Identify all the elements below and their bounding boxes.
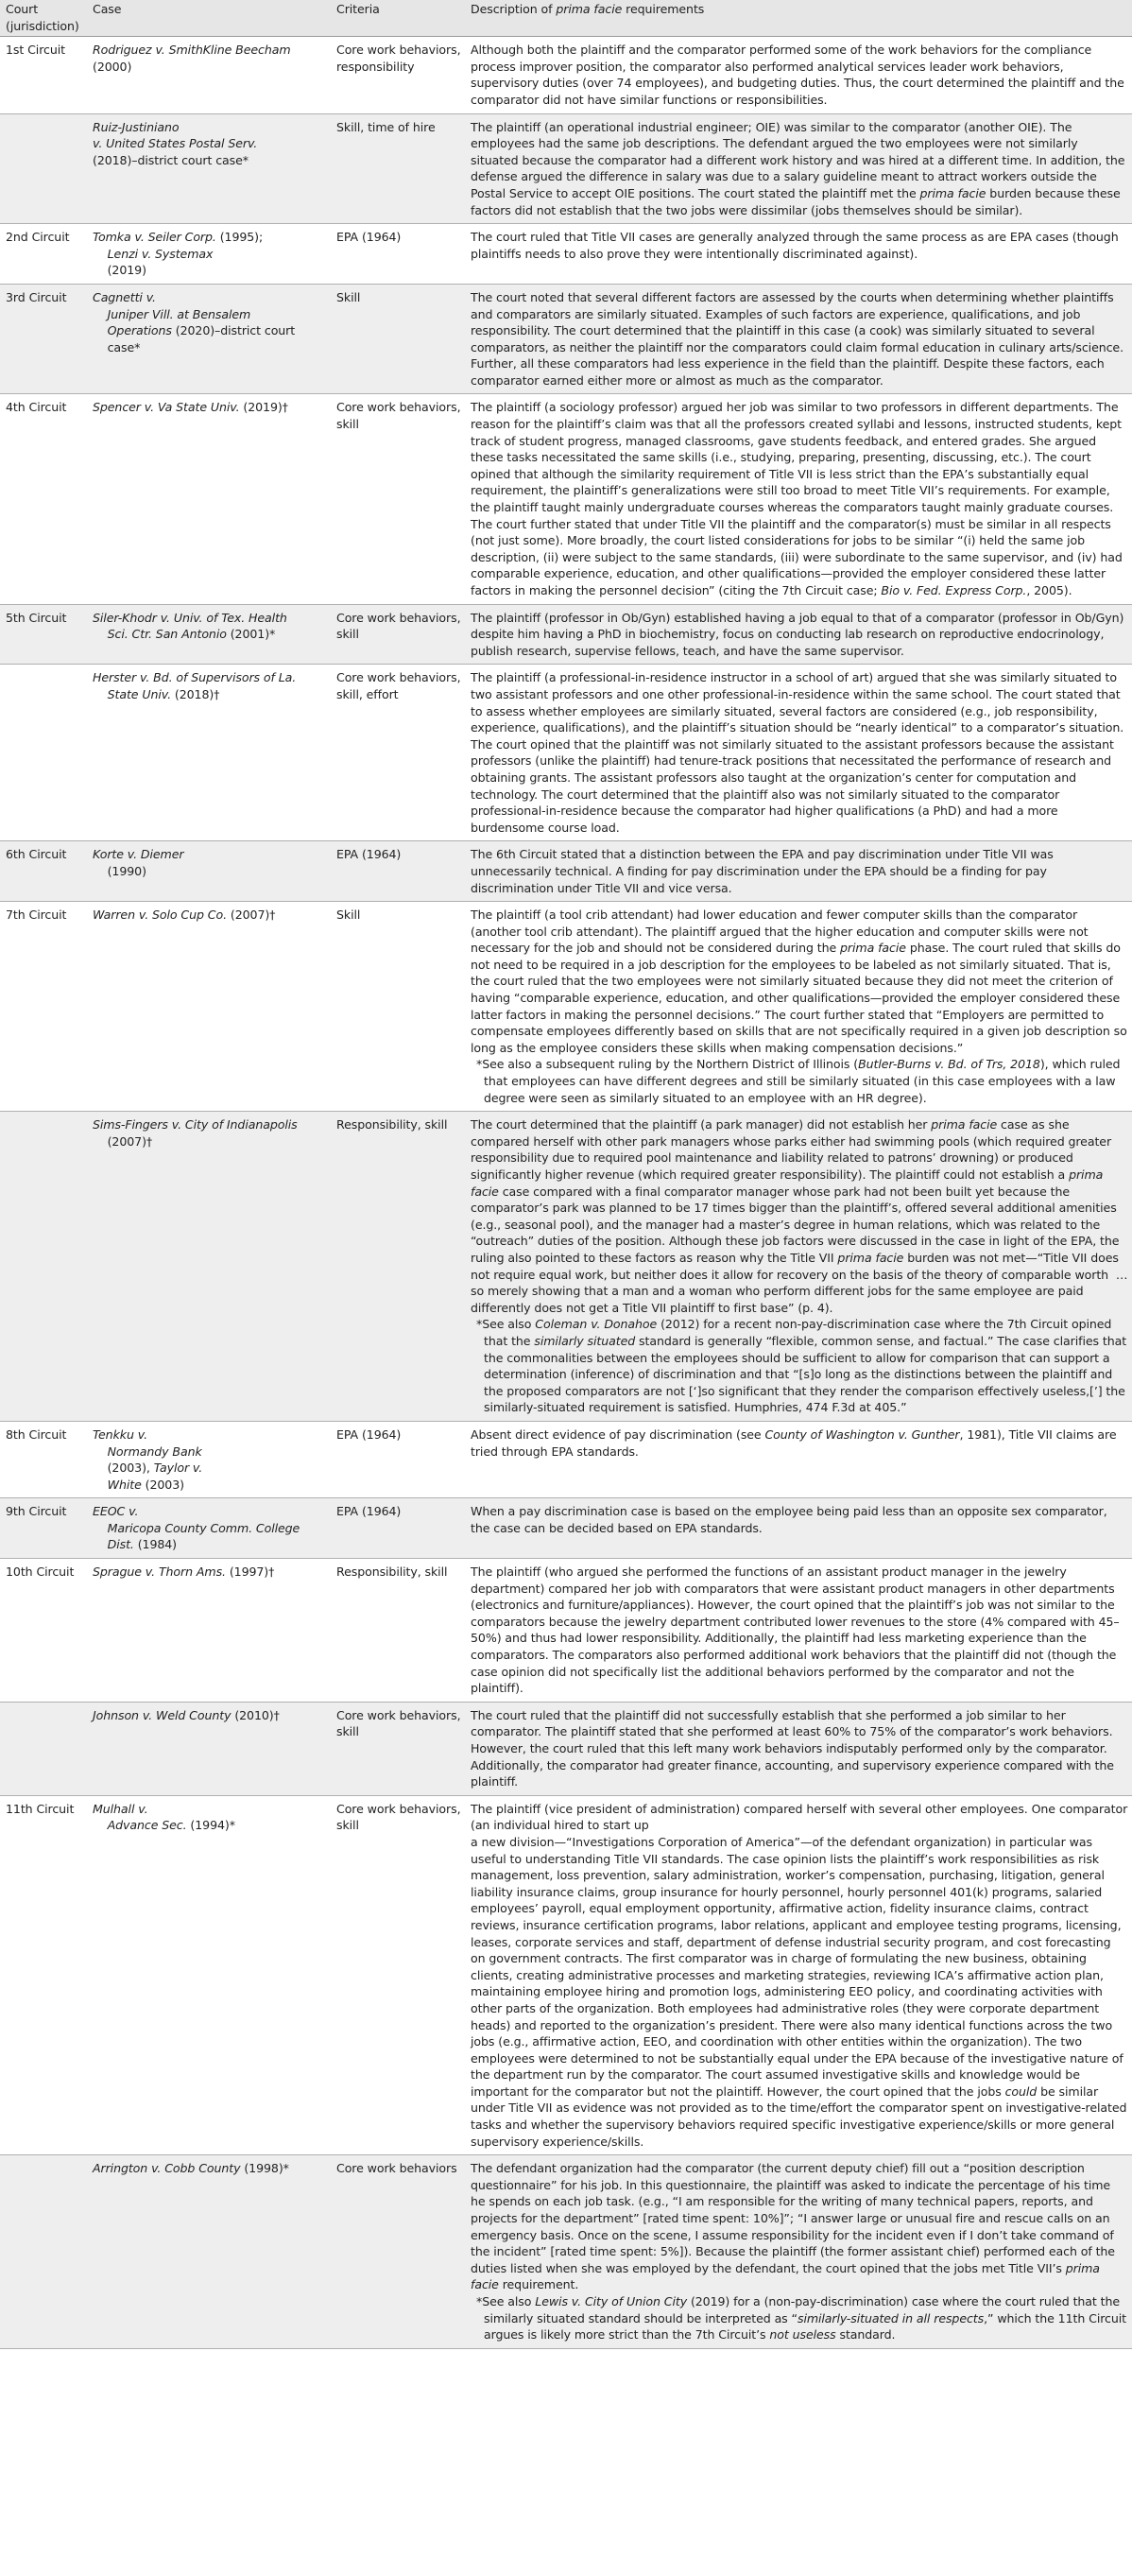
table-row [0,665,1132,841]
table-body [0,37,1132,2349]
table-row [0,1421,1132,1497]
description-cell: The 6th Circuit stated that a distinction between the EPA and pay discrimination under Title VII was unnecessarily technical. A finding for pay discrimination under the EPA should be a finding for pay discrimination under Title VII and vice versa. [465,841,1132,902]
court-cell: 2nd Circuit [0,224,87,285]
table-row [0,1498,1132,1559]
criteria-cell: Skill [331,902,465,1112]
criteria-cell: EPA (1964) [331,224,465,285]
criteria-cell: EPA (1964) [331,1421,465,1497]
description-cell: The plaintiff (vice president of administration) compared herself with several other employees. One comparator (an individual hired to start up a new division—“Investigations Corporation of America”—of the defendant organization) in particular was useful to understanding Title VII standards. The case opinion lists the plaintiff’s work responsibilities as risk management, loss prevention, salary administration, worker’s compensation, purchasing, litigation, general liability insurance claims, group insurance for hourly personnel, hourly personnel 401(k) programs, salaried employees’ payroll, equal employment opportunity, affirmative action, fidelity insurance claims, contract reviews, insurance certification programs, labor relations, applicant and employee testing programs, licensing, leases, corporate services and staff, department of defense industrial security program, and cost forecasting on government contracts. The first comparator was in charge of formulating the new business, obtaining clients, creating administrative processes and marketing strategies, reviewing ICA’s affirmative action plan, maintaining employee hiring and promotion logs, administering EEO policy, and coordinating activities with other parts of the organization. Both employees had administrative roles (they were corporate department heads) and reported to the organization’s president. There were also many identical functions across the two jobs (e.g., affirmative action, EEO, and coordination with other entities within the organization). The two employees were determined to not be substantially equal under the EPA because of the investigative nature of the department run by the comparator. The court assumed investigative skills and knowledge would be important for the comparator but not the plaintiff. However, the court opined that the jobs could be similar under Title VII as evidence was not provided as to the time/effort the comparator spent on investigative-related tasks and whether the supervisory behaviors required specific investigative experience/skills or more general supervisory experience/skills. [465,1795,1132,2154]
table-header [0,0,1132,37]
description-cell: The court noted that several different factors are assessed by the courts when determining whether plaintiffs and comparators are similarly situated. Examples of such factors are experience, qualifications, and job responsibility. The court determined that the plaintiff in this case (a cook) was similarly situated to several comparators, as neither the plaintiff nor the comparators could claim formal education in culinary arts/science. Further, all these comparators had less experience in the field than the plaintiff. Despite these factors, each comparator earned either more or almost as much as the comparator. [465,284,1132,394]
table-row [0,604,1132,665]
court-cell: 11th Circuit [0,1795,87,2154]
table-row [0,1702,1132,1795]
table-row [0,1112,1132,1422]
case-cell: Korte v. Diemer (1990) [87,841,331,902]
case-cell: Cagnetti v. Juniper Vill. at Bensalem Operations (2020)–district court case* [87,284,331,394]
court-cell [0,665,87,841]
case-cell: Herster v. Bd. of Supervisors of La. State Univ. (2018)† [87,665,331,841]
description-cell: The court ruled that Title VII cases are generally analyzed through the same process as are EPA cases (though plaintiffs needs to also prove they were intentionally discriminated against). [465,224,1132,285]
criteria-cell: Skill, time of hire [331,113,465,224]
court-cell: 6th Circuit [0,841,87,902]
case-cell: Warren v. Solo Cup Co. (2007)† [87,902,331,1112]
description-cell: The court ruled that the plaintiff did not successfully establish that she performed a job similar to her comparator. The plaintiff stated that she performed at least 60% to 75% of the comparator’s work behaviors. However, the court ruled that this left many work behaviors indisputably performed only by the comparator. Additionally, the comparator had greater finance, accounting, and supervisory experience compared with the plaintiff. [465,1702,1132,1795]
description-cell: The plaintiff (who argued she performed the functions of an assistant product manager in the jewelry department) compared her job with comparators that were assistant product managers in other departments (electronics and furniture/appliances). However, the court opined that the plaintiff’s job was not similar to the comparators because the jewelry department contributed lower revenues to the store (4% compared with 45–50%) and thus had lower responsibility. Additionally, the plaintiff had less marketing experience than the comparators. The comparators also performed additional work behaviors that the plaintiff did not (though the case opinion did not specifically list the additional behaviors performed by the comparator and not the plaintiff). [465,1559,1132,1703]
criteria-cell: Core work behaviors, skill [331,394,465,604]
court-cell: 4th Circuit [0,394,87,604]
table-row [0,113,1132,224]
table-row [0,284,1132,394]
description-cell: The defendant organization had the comparator (the current deputy chief) fill out a “position description questionnaire” for his job. In this questionnaire, the plaintiff was asked to indicate the percentage of his time he spends on each job task. (e.g., “I am responsible for the writing of many technical papers, reports, and projects for the department” [rated time spent: 10%]”; “I answer large or unusual fire and rescue calls on an emergency basis. Once on the scene, I assume responsibility for the incident even if I don’t take command of the incident” [rated time spent: 5%]). Because the plaintiff (the former assistant chief) performed each of the duties listed when she was employed by the defendant, the court opined that the jobs met Title VII’s prima facie requirement. *See also Lewis v. City of Union City (2019) for a (non-pay-discrimination) case where the court ruled that the similarly situated standard should be interpreted as “similarly-situated in all respects,” which the 11th Circuit argues is likely more strict than the 7th Circuit’s not useless standard. [465,2155,1132,2349]
criteria-cell: Core work behaviors [331,2155,465,2349]
description-cell: The plaintiff (a tool crib attendant) had lower education and fewer computer skills than the comparator (another tool crib attendant). The plaintiff argued that the higher education and computer skills were not necessary for the job and should not be considered during the prima facie phase. The court ruled that skills do not need to be required in a job description for the employees to be labeled as not similarly situated. That is, the court ruled that the two employees were not similarly situated because they did not meet the criterion of having “comparable experience, education, and other qualifications—provided the employer considered these latter factors in making the personnel decisions.” The court further stated that “Employers are permitted to compensate employees differently based on skills that are not specifically required in a given job description so long as the employee considers these skills when making compensation decisions.” *See also a subsequent ruling by the Northern District of Illinois (Butler-Burns v. Bd. of Trs, 2018), which ruled that employees can have different degrees and still be similarly situated (in this case employees with a law degree were seen as similarly situated to an employee with an HR degree). [465,902,1132,1112]
table-row [0,902,1132,1112]
header-court: Court (jurisdiction) [0,0,87,37]
header-criteria: Criteria [331,0,465,37]
criteria-cell: Core work behaviors, responsibility [331,37,465,113]
court-cell [0,2155,87,2349]
court-cell: 5th Circuit [0,604,87,665]
case-cell: Sims-Fingers v. City of Indianapolis (2007)† [87,1112,331,1422]
criteria-cell: Core work behaviors, skill [331,1702,465,1795]
case-cell: Rodriguez v. SmithKline Beecham (2000) [87,37,331,113]
table-row [0,37,1132,113]
description-cell: The plaintiff (professor in Ob/Gyn) established having a job equal to that of a comparator (professor in Ob/Gyn) despite him having a PhD in biochemistry, focus on conducting lab research on reproductive endocrinology, publish research, supervise fellows, teach, and have the same supervisor. [465,604,1132,665]
table-row [0,841,1132,902]
description-cell: The plaintiff (a professional-in-residence instructor in a school of art) argued that she was similarly situated to two assistant professors and one other professional-in-residence within the same school. The court stated that to assess whether employees are similarly situated, several factors are considered (e.g., job responsibility, experience, qualifications), and the plaintiff’s situation should be “nearly identical” to a comparator’s situation. The court opined that the plaintiff was not similarly situated to the assistant professors because the assistant professors (unlike the plaintiff) had tenure-track positions that necessitated the performance of research and obtaining grants. The assistant professors also taught at the organization’s center for computation and technology. The court determined that the plaintiff also was not similarly situated to the comparator professional-in-residence because the comparator had higher qualifications (a PhD) and had a more burdensome course load. [465,665,1132,841]
court-cell: 9th Circuit [0,1498,87,1559]
header-case: Case [87,0,331,37]
criteria-cell: EPA (1964) [331,1498,465,1559]
criteria-cell: EPA (1964) [331,841,465,902]
criteria-cell: Responsibility, skill [331,1559,465,1703]
case-cell: Tenkku v. Normandy Bank (2003), Taylor v. White (2003) [87,1421,331,1497]
case-cell: Arrington v. Cobb County (1998)* [87,2155,331,2349]
table-row [0,1795,1132,2154]
court-cell [0,113,87,224]
court-cell: 1st Circuit [0,37,87,113]
case-cell: Spencer v. Va State Univ. (2019)† [87,394,331,604]
court-cell: 8th Circuit [0,1421,87,1497]
header-row [0,0,1132,37]
case-cell: Siler-Khodr v. Univ. of Tex. Health Sci. Ctr. San Antonio (2001)* [87,604,331,665]
description-cell: The court determined that the plaintiff (a park manager) did not establish her prima facie case as she compared herself with other park managers whose parks either had swimming pools (which required greater responsibility due to required pool maintenance and liability related to patrons’ drowning) or produced significantly higher revenue (which required greater responsibility). The plaintiff could not establish a prima facie case compared with a final comparator manager whose park had not been built yet because the comparator’s park was planned to be 17 times bigger than the plaintiff’s, offered several additional amenities (e.g., seasonal pool), and the manager had a master’s degree in human relations, which was related to the “outreach” duties of the position. Although these job factors were discussed in the case in light of the EPA, the ruling also pointed to these factors as reason why the Title VII prima facie burden was not met—“Title VII does not require equal work, but neither does it allow for recovery on the basis of the theory of comparable worth … so merely showing that a man and a woman who perform different jobs for the same employee are paid differently does not get a Title VII plaintiff to first base” (p. 4). *See also Coleman v. Donahoe (2012) for a recent non-pay-discrimination case where the 7th Circuit opined that the similarly situated standard is generally “flexible, common sense, and factual.” The case clarifies that the commonalities between the employees should be sufficient to allow for comparison that can support a determination (inference) of discrimination and that “[s]o long as the distinctions between the plaintiff and the proposed comparators are not [‘]so significant that they render the comparison effectively useless,[’] the similarly-situated requirement is satisfied. Humphries, 474 F.3d at 405.” [465,1112,1132,1422]
description-cell: The plaintiff (a sociology professor) argued her job was similar to two professors in different departments. The reason for the plaintiff’s claim was that all the professors created syllabi and lessons, instructed students, kept track of student progress, managed classrooms, gave students feedback, and entered grades. She argued these tasks necessitated the same skills (i.e., studying, preparing, presenting, discussing, etc.). The court opined that although the similarity requirement of Title VII is less strict than the EPA’s substantially equal requirement, the plaintiff’s generalizations were still too broad to meet Title VII’s requirements. For example, the plaintiff taught mainly undergraduate courses whereas the comparators taught mainly graduate courses. The court further stated that under Title VII the plaintiff and the comparator(s) must be similar in all respects (not just some). More broadly, the court listed considerations for jobs to be similar “(i) held the same job description, (ii) were subject to the same standards, (iii) were subordinate to the same supervisor, and (iv) had comparable experience, education, and other qualifications—provided the employer considered these latter factors in making the personnel decision” (citing the 7th Circuit case; Bio v. Fed. Express Corp., 2005). [465,394,1132,604]
table-row [0,1559,1132,1703]
case-cell: Ruiz-Justiniano v. United States Postal Serv. (2018)–district court case* [87,113,331,224]
court-cell: 10th Circuit [0,1559,87,1703]
table-row [0,224,1132,285]
court-cell: 3rd Circuit [0,284,87,394]
case-cell: Mulhall v. Advance Sec. (1994)* [87,1795,331,2154]
description-cell: Although both the plaintiff and the comparator performed some of the work behaviors for the compliance process improver position, the comparator also performed analytical services leader work behaviors, supervisory duties (over 74 employees), and budgeting duties. Thus, the court determined the plaintiff and the comparator did not have similar functions or responsibilities. [465,37,1132,113]
case-cell: Johnson v. Weld County (2010)† [87,1702,331,1795]
header-description-emphasis: prima facie [556,2,623,16]
case-cell: Sprague v. Thorn Ams. (1997)† [87,1559,331,1703]
table-row [0,394,1132,604]
case-cell: Tomka v. Seiler Corp. (1995); Lenzi v. Systemax (2019) [87,224,331,285]
criteria-cell: Core work behaviors, skill [331,1795,465,2154]
description-cell: Absent direct evidence of pay discrimination (see County of Washington v. Gunther, 1981), Title VII claims are tried through EPA standards. [465,1421,1132,1497]
description-cell: When a pay discrimination case is based on the employee being paid less than an opposite sex comparator, the case can be decided based on EPA standards. [465,1498,1132,1559]
case-cell: EEOC v. Maricopa County Comm. College Dist. (1984) [87,1498,331,1559]
table-row [0,2155,1132,2349]
court-cell [0,1702,87,1795]
criteria-cell: Core work behaviors, skill, effort [331,665,465,841]
court-cell: 7th Circuit [0,902,87,1112]
description-cell: The plaintiff (an operational industrial engineer; OIE) was similar to the comparator (another OIE). The employees had the same job descriptions. The defendant argued the two employees were not similarly situated because the comparator had a different work history and was hired at a different time. In addition, the defense argued the difference in salary was due to a salary guideline meant to attract workers outside the Postal Service to accept OIE positions. The court stated the plaintiff met the prima facie burden because these factors did not establish that the two jobs were dissimilar (jobs themselves should be similar). [465,113,1132,224]
header-description-text: Description of prima facie requirements [471,2,705,16]
criteria-cell: Responsibility, skill [331,1112,465,1422]
court-cell [0,1112,87,1422]
header-description [465,0,1132,37]
criteria-cell: Core work behaviors, skill [331,604,465,665]
criteria-cell: Skill [331,284,465,394]
